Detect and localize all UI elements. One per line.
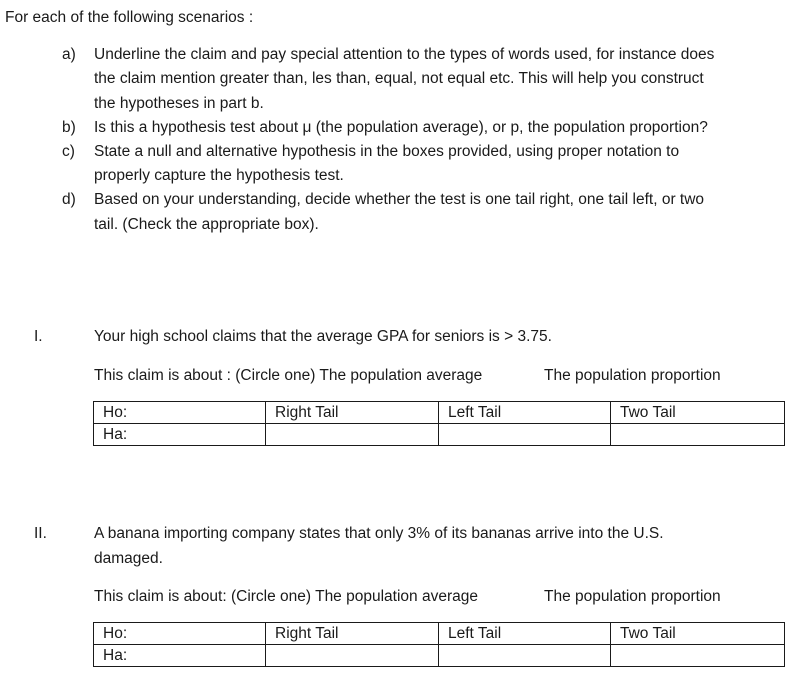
scenario-2-about-average[interactable]: This claim is about: (Circle one) The population average (94, 588, 478, 605)
scenario-2-claim-line-1: A banana importing company states that only 3% of its bananas arrive into the U.S. (94, 525, 664, 542)
scenario-1-ha-cell[interactable]: Ha: (94, 424, 266, 446)
scenario-2-number: II. (34, 525, 47, 542)
scenario-1-left-tail-check[interactable] (439, 424, 611, 446)
scenario-1-left-tail-box[interactable]: Left Tail (439, 402, 611, 424)
scenario-1-claim: Your high school claims that the average GPA for seniors is > 3.75. (94, 328, 552, 345)
scenario-1-right-tail-box[interactable]: Right Tail (266, 402, 439, 424)
scenario-2-left-tail-check[interactable] (439, 645, 611, 667)
scenario-2-right-tail-box[interactable]: Right Tail (266, 623, 439, 645)
instruction-c-line-1: State a null and alternative hypothesis in the boxes provided, using proper notation to (94, 143, 680, 160)
scenario-2-ha-cell[interactable]: Ha: (94, 645, 266, 667)
scenario-1-about-average[interactable]: This claim is about : (Circle one) The population average (94, 367, 483, 384)
scenario-1-ho-cell[interactable]: Ho: (94, 402, 266, 424)
scenario-1-two-tail-box[interactable]: Two Tail (611, 402, 785, 424)
instruction-c-line-2: properly capture the hypothesis test. (94, 167, 344, 184)
instruction-b-line-1: Is this a hypothesis test about μ (the population average), or p, the population proportion? (94, 119, 708, 136)
scenario-2-left-tail-box[interactable]: Left Tail (439, 623, 611, 645)
scenario-2-two-tail-check[interactable] (611, 645, 785, 667)
instruction-d-line-1: Based on your understanding, decide whether the test is one tail right, one tail left, or two (94, 191, 705, 208)
instruction-d-marker: d) (62, 191, 76, 208)
scenario-1-right-tail-check[interactable] (266, 424, 439, 446)
scenario-2-claim-line-2: damaged. (94, 550, 163, 567)
instruction-d-line-2: tail. (Check the appropriate box). (94, 216, 319, 233)
instruction-a-line-3: the hypotheses in part b. (94, 95, 264, 112)
intro-text: For each of the following scenarios : (5, 9, 254, 26)
scenario-2-hypothesis-table (93, 622, 785, 667)
instruction-b-marker: b) (62, 119, 76, 136)
scenario-2-about-proportion[interactable]: The population proportion (544, 588, 721, 605)
scenario-2-right-tail-check[interactable] (266, 645, 439, 667)
scenario-1-two-tail-check[interactable] (611, 424, 785, 446)
instruction-c-marker: c) (62, 143, 75, 160)
scenario-2-ho-cell[interactable]: Ho: (94, 623, 266, 645)
scenario-1-about-proportion[interactable]: The population proportion (544, 367, 721, 384)
instruction-a-marker: a) (62, 46, 76, 63)
scenario-1-number: I. (34, 328, 43, 345)
scenario-1-hypothesis-table (93, 401, 785, 446)
instruction-a-line-1: Underline the claim and pay special attention to the types of words used, for instance does (94, 46, 715, 63)
instruction-a-line-2: the claim mention greater than, les than, equal, not equal etc. This will help you construct (94, 70, 704, 87)
scenario-2-two-tail-box[interactable]: Two Tail (611, 623, 785, 645)
